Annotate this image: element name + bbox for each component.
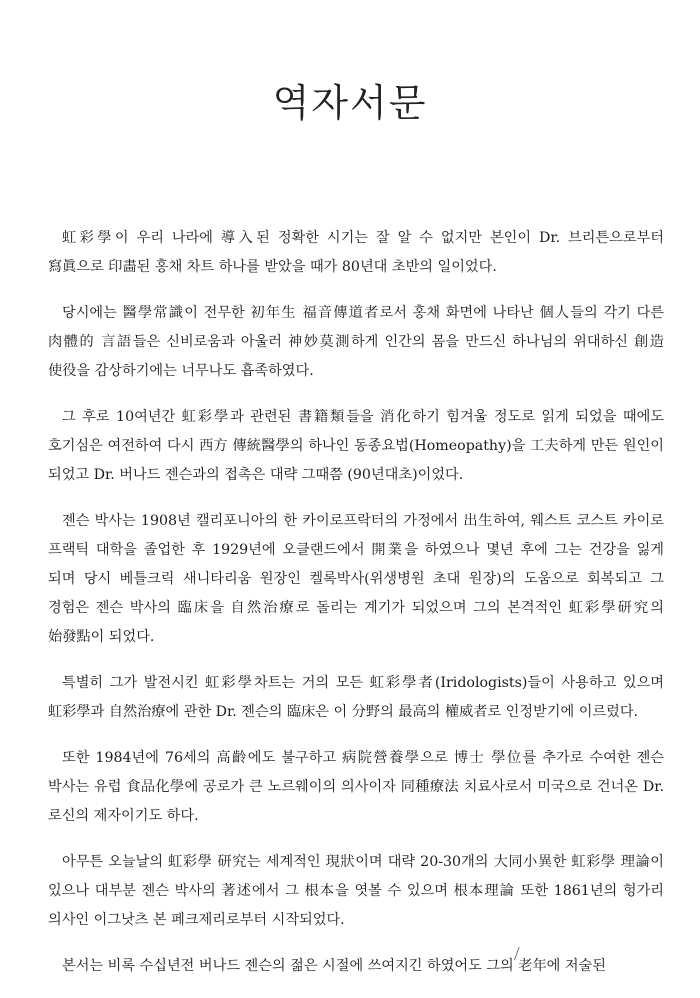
body-text xyxy=(48,224,664,998)
paragraph-7: 아무튼 오늘날의 虹彩學 研究는 세계적인 現狀이며 대략 20-30개의 大同小異한 虹彩學 理論이 있으나 대부분 젠슨 박사의 著述에서 그 根本을 엿볼 수 있으며 根本理論 또한 1861년의 헝가리 의사인 이그낫츠 본 페크제리로부터 시작되었다. xyxy=(48,854,664,928)
paragraph-6: 또한 1984년에 76세의 高齡에도 불구하고 病院營養學으로 博士 學位를 추가로 수여한 젠슨 박사는 유럽 食品化學에 공로가 큰 노르웨이의 의사이자 同種療法 치료사로서 미국으로 건너온 Dr. 로신의 제자이기도 하다. xyxy=(48,750,664,824)
paragraph-8: 본서는 비록 수십년전 버나드 젠슨의 젊은 시절에 쓰여지긴 하였어도 그의 老年에 저술된 xyxy=(62,958,606,974)
page-title: 역자서문 xyxy=(272,81,428,125)
paragraph-4: 젠슨 박사는 1908년 캘리포니아의 한 카이로프락터의 가정에서 出生하여, 웨스트 코스트 카이로 프랙틱 대학을 졸업한 후 1929년에 오클랜드에서 開業을 하였으나 몇년 후에 그는 건강을 잃게 되며 당시 베틀크릭 새니타리움 원장인 켈록박사(위생병원 초대 원장)의 도움으로 회복되고 그 경험은 젠슨 박사의 臨床을 自然治療로 돌리는 계기가 되었으며 그의 본격적인 虹彩學研究의 始發點이 되었다. xyxy=(48,513,664,645)
paragraph-3: 그 후로 10여년간 虹彩學과 관련된 書籍類들을 消化하기 힘겨울 정도로 읽게 되었을 때에도 호기심은 여전하여 다시 西方 傳統醫學의 하나인 동종요법(Homeopathy)을 工夫하게 만든 원인이 되었고 Dr. 버나드 젠슨과의 접촉은 대략 그때쯤 (90년대초)이었다. xyxy=(48,409,664,483)
paragraph-1: 虹彩學이 우리 나라에 導入된 정확한 시기는 잘 알 수 없지만 본인이 Dr. 브리튼으로부터 寫眞으로 印畵된 홍채 차트 하나를 받았을 때가 80년대 초반의 일이었다. xyxy=(48,230,664,275)
paragraph-5: 특별히 그가 발전시킨 虹彩學차트는 거의 모든 虹彩學者(Iridologists)들이 사용하고 있으며 虹彩學과 自然治療에 관한 Dr. 젠슨의 臨床은 이 分野의 最高의 權威者로 인정받기에 이르렀다. xyxy=(48,675,664,720)
paragraph-2: 당시에는 醫學常識이 전무한 初年生 福音傳道者로서 홍채 화면에 나타난 個人들의 각기 다른 肉體的 言語들은 신비로움과 아울러 神妙莫測하게 인간의 몸을 만드신 하나님의 위대하신 創造 使役을 감상하기에는 너무나도 흡족하였다. xyxy=(48,305,664,379)
